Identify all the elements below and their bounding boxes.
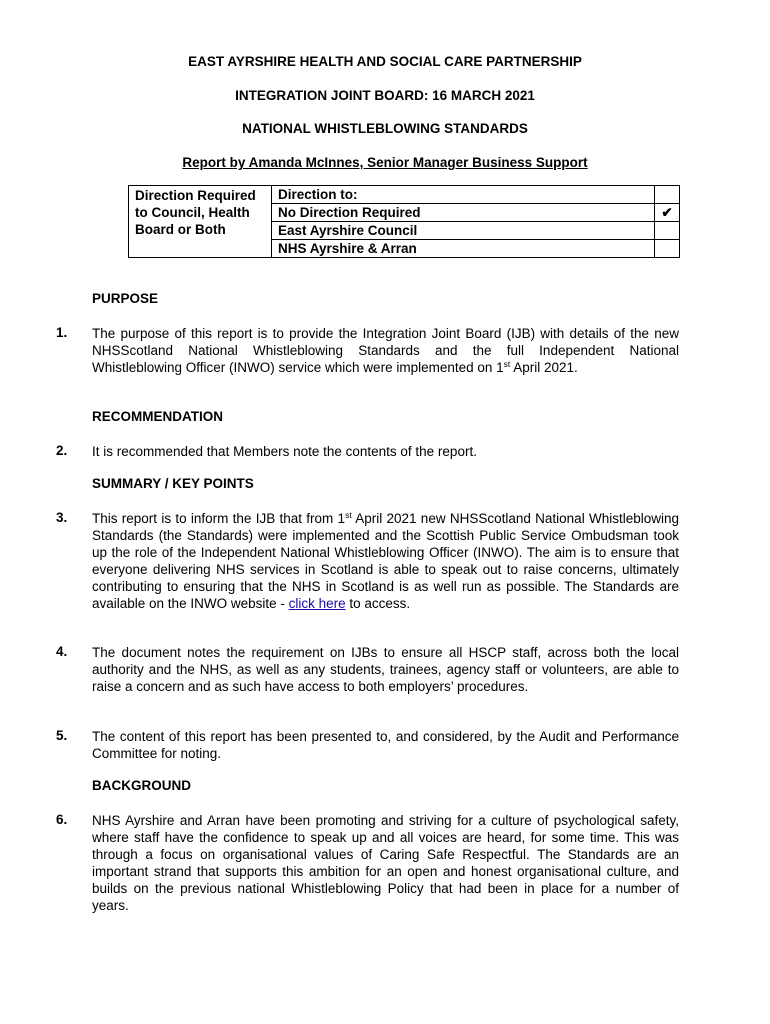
paragraph-number: 6. (56, 812, 68, 827)
direction-option: East Ayrshire Council (272, 222, 655, 240)
direction-option: No Direction Required (272, 204, 655, 222)
direction-table (128, 185, 680, 258)
report-author: Report by Amanda McInnes, Senior Manager Business Support (182, 155, 588, 170)
direction-header-row (129, 186, 680, 204)
paragraph-6: NHS Ayrshire and Arran have been promoting and striving for a culture of psychological safety, where staff have the confidence to speak up and all voices are heard, for some time. This was through a focus on organisational values of Caring Safe Respectful. The Standards are an important strand that supports this ambition for an open and honest organisational culture, and builds on the previous national Whistleblowing Policy that had been in place for a number of years. (92, 813, 679, 913)
paragraph-number: 4. (56, 644, 68, 659)
paragraph-5: The content of this report has been presented to, and considered, by the Audit and Performance Committee for noting. (92, 729, 679, 761)
direction-option: NHS Ayrshire & Arran (272, 240, 655, 258)
summary-heading: SUMMARY / KEY POINTS (92, 476, 254, 491)
background-heading: BACKGROUND (92, 778, 191, 793)
paragraph-4: The document notes the requirement on IJBs to ensure all HSCP staff, across both the local authority and the NHS, as well as any students, trainees, agency staff or volunteers, are able to raise a concern and as such have access to both employers’ procedures. (92, 645, 679, 694)
paragraph-number: 2. (56, 443, 68, 458)
check-mark-icon: ✔ (655, 204, 680, 222)
purpose-heading: PURPOSE (92, 291, 159, 306)
paragraph-3: This report is to inform the IJB that from 1st April 2021 new NHSScotland National Whistleblowing Standards (the Standards) were implemented and the Scottish Public Service Ombudsman took up the role of the Independent National Whistleblowing Officer (INWO). The aim is to ensure that everyone delivering NHS services in Scotland is able to speak out to raise concerns, ultimately contributing to ensuring that the NHS in Scotland is as well run as possible. The Standards are available on the INWO website - click here to access. (92, 510, 680, 611)
org-title: EAST AYRSHIRE HEALTH AND SOCIAL CARE PARTNERSHIP (188, 54, 582, 69)
paragraph-number: 3. (56, 510, 68, 525)
direction-required-label: Direction Required to Council, Health Board or Both (129, 186, 272, 258)
paragraph-number: 1. (56, 325, 68, 340)
direction-tick-cell (655, 222, 680, 240)
board-title: INTEGRATION JOINT BOARD: 16 MARCH 2021 (235, 88, 535, 103)
report-title: NATIONAL WHISTLEBLOWING STANDARDS (242, 121, 528, 136)
paragraph-2: It is recommended that Members note the contents of the report. (92, 444, 477, 459)
direction-tick-cell (655, 240, 680, 258)
direction-to-label: Direction to: (272, 186, 655, 204)
paragraph-number: 5. (56, 728, 68, 743)
paragraph-1: The purpose of this report is to provide the Integration Joint Board (IJB) with details of the new NHSScotland National Whistleblowing Standards and the full Independent National Whistleblowing Officer (INWO) service which were implemented on 1st April 2021. (92, 326, 679, 375)
inwo-link[interactable]: click here (288, 596, 346, 611)
recommendation-heading: RECOMMENDATION (92, 409, 223, 424)
